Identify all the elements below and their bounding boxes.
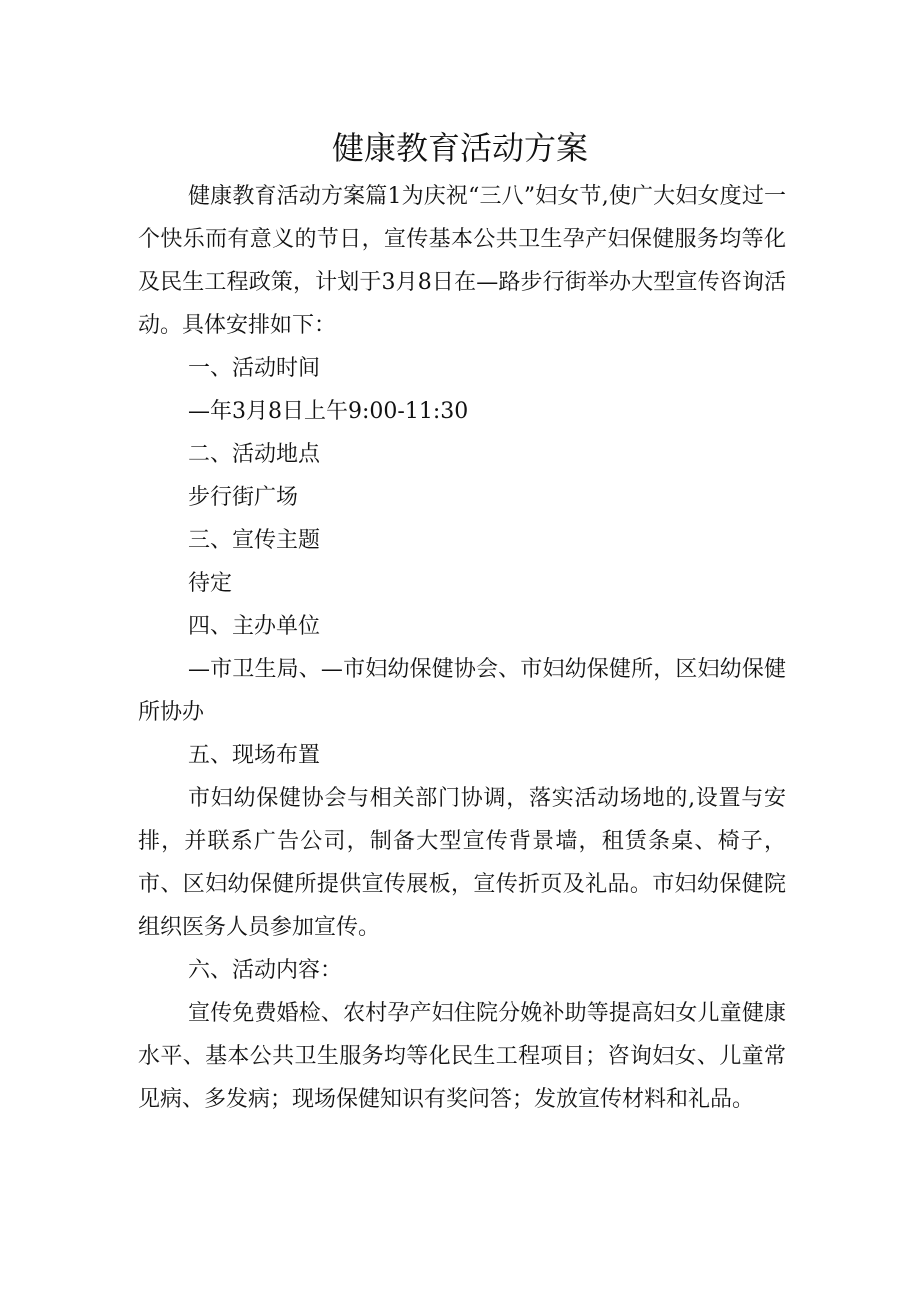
section-text-theme: 待定 bbox=[188, 571, 233, 596]
section-heading-theme: 三、宣传主题 bbox=[188, 528, 321, 553]
section-heading-location: 二、活动地点 bbox=[188, 442, 321, 467]
section-heading-organizer: 四、主办单位 bbox=[188, 614, 321, 639]
section-text-content: 宣传免费婚检、农村孕产妇住院分娩补助等提高妇女儿童健康水平、基本公共卫生服务均等化民生工程项目；咨询妇女、儿童常见病、多发病；现场保健知识有奖问答；发放宣传材料和礼品。 bbox=[138, 1001, 786, 1112]
section-heading-setup: 五、现场布置 bbox=[188, 743, 321, 768]
section-text-time: —年3月8日上午9:00-11:30 bbox=[188, 399, 469, 424]
section-heading-content: 六、活动内容： bbox=[188, 958, 343, 983]
intro-paragraph: 健康教育活动方案篇1为庆祝“三八”妇女节,使广大妇女度过一个快乐而有意义的节日，宣传基本公共卫生孕产妇保健服务均等化及民生工程政策，计划于3月8日在—路步行街举办大型宣传咨询活动。具体安排如下： bbox=[138, 184, 786, 338]
document-body bbox=[138, 175, 786, 1121]
section-heading-time: 一、活动时间 bbox=[188, 356, 321, 381]
document-title: 健康教育活动方案 bbox=[331, 129, 588, 167]
section-text-organizer: —市卫生局、—市妇幼保健协会、市妇幼保健所，区妇幼保健所协办 bbox=[138, 657, 786, 725]
section-text-location: 步行街广场 bbox=[188, 485, 299, 510]
section-text-setup: 市妇幼保健协会与相关部门协调，落实活动场地的,设置与安排，并联系广告公司，制备大型宣传背景墙，租赁条桌、椅子，市、区妇幼保健所提供宣传展板，宣传折页及礼品。市妇幼保健院组织医务人员参加宣传。 bbox=[138, 786, 786, 940]
